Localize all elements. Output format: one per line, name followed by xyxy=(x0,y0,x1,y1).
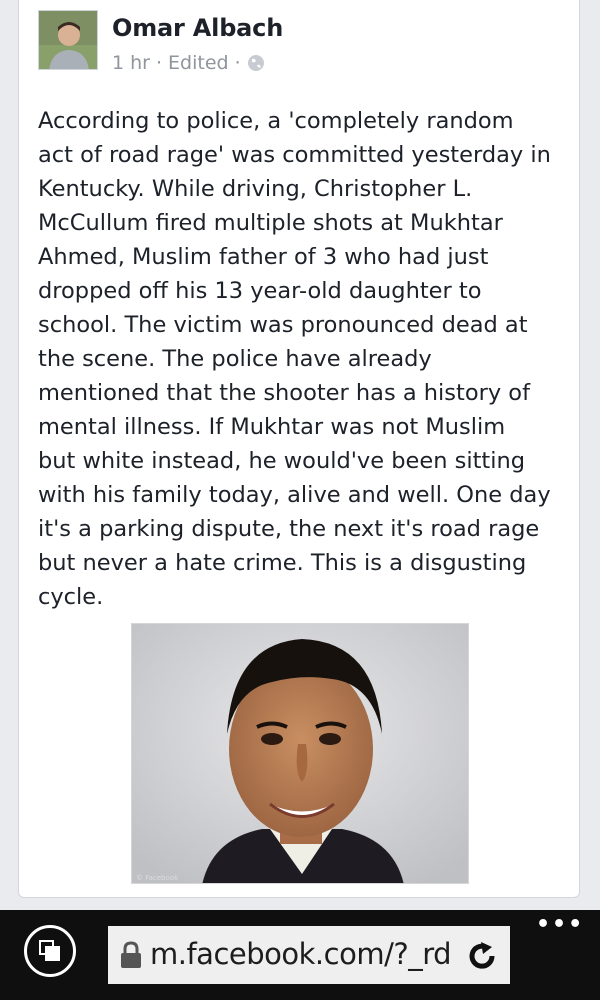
avatar-image xyxy=(39,11,98,70)
globe-icon xyxy=(247,54,265,72)
edited-label[interactable]: Edited xyxy=(168,52,229,74)
more-menu-button[interactable]: ••• xyxy=(536,912,585,937)
post-photo[interactable] xyxy=(131,623,469,884)
refresh-icon[interactable] xyxy=(466,940,498,972)
address-bar[interactable] xyxy=(108,926,510,984)
meta-separator-2: · xyxy=(234,52,241,74)
tabs-icon[interactable] xyxy=(24,925,76,977)
post-meta xyxy=(112,52,265,74)
lock-icon xyxy=(120,941,142,969)
post-timestamp[interactable]: 1 hr xyxy=(112,52,150,74)
portrait-image xyxy=(132,624,469,884)
url-text[interactable]: m.facebook.com/?_rd xyxy=(150,937,452,971)
browser-bottom-bar xyxy=(0,910,600,1000)
author-avatar[interactable] xyxy=(38,10,98,70)
author-name[interactable]: Omar Albach xyxy=(112,14,284,42)
meta-separator: · xyxy=(155,52,163,74)
post-body: According to police, a 'completely random act of road rage' was committed yesterday in Kentucky. While driving, Christopher L. McCullum fired multiple shots at Mukhtar Ahmed, Muslim father of 3 who had just dropped off his 13 year-old daughter to school. The victim was pronounced dead at the scene. The police have already mentioned that the shooter has a history of mental illness. If Mukhtar was not Muslim but white instead, he would've been sitting with his family today, alive and well. One day it's a parking dispute, the next it's road rage but never a hate crime. This is a disgusting cycle. xyxy=(38,108,551,610)
photo-credit: © Facebook xyxy=(136,874,179,882)
tabs-icon-front-square xyxy=(45,946,60,961)
